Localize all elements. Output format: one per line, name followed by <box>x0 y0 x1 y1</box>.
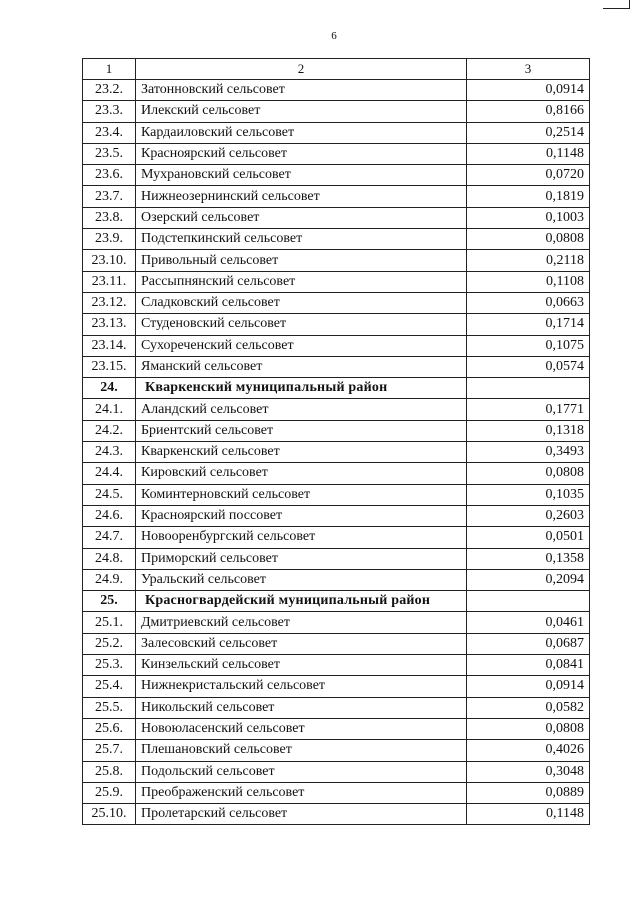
row-number-cell: 25.7. <box>83 740 136 761</box>
row-value-cell: 0,0889 <box>467 782 590 803</box>
row-value-cell: 0,2603 <box>467 505 590 526</box>
row-value-cell: 0,0914 <box>467 676 590 697</box>
row-name-cell: Илекский сельсовет <box>136 101 467 122</box>
row-name-cell: Красноярский поссовет <box>136 505 467 526</box>
row-number-cell: 25.10. <box>83 804 136 825</box>
row-value-cell: 0,1035 <box>467 484 590 505</box>
row-name-cell: Уральский сельсовет <box>136 569 467 590</box>
header-cell-name: 2 <box>136 59 467 80</box>
row-number-cell: 25.6. <box>83 718 136 739</box>
district-row <box>83 378 590 399</box>
table-row <box>83 697 590 718</box>
row-number-cell: 25.9. <box>83 782 136 803</box>
row-number-cell: 23.3. <box>83 101 136 122</box>
page-number: 6 <box>331 30 337 42</box>
row-value-cell: 0,1075 <box>467 335 590 356</box>
row-value-cell: 0,3048 <box>467 761 590 782</box>
row-value-cell: 0,1148 <box>467 143 590 164</box>
row-value-cell: 0,2514 <box>467 122 590 143</box>
row-value-cell: 0,0687 <box>467 633 590 654</box>
row-value-cell: 0,0461 <box>467 612 590 633</box>
row-number-cell: 23.12. <box>83 292 136 313</box>
row-number-cell: 23.5. <box>83 143 136 164</box>
row-value-cell: 0,0501 <box>467 527 590 548</box>
row-name-cell: Кировский сельсовет <box>136 463 467 484</box>
row-value-cell: 0,1318 <box>467 420 590 441</box>
data-table <box>82 58 590 825</box>
row-name-cell: Кваркенский муниципальный район <box>136 378 467 399</box>
table-row <box>83 335 590 356</box>
table-row <box>83 420 590 441</box>
row-number-cell: 24.8. <box>83 548 136 569</box>
row-name-cell: Студеновский сельсовет <box>136 314 467 335</box>
row-value-cell: 0,0808 <box>467 718 590 739</box>
row-value-cell: 0,1003 <box>467 207 590 228</box>
row-name-cell: Новооренбургский сельсовет <box>136 527 467 548</box>
row-number-cell: 25.3. <box>83 655 136 676</box>
table-row <box>83 207 590 228</box>
row-name-cell: Новоюласенский сельсовет <box>136 718 467 739</box>
corner-mark <box>603 0 630 9</box>
row-name-cell: Красногвардейский муниципальный район <box>136 591 467 612</box>
table-row <box>83 484 590 505</box>
table-row <box>83 548 590 569</box>
table-row <box>83 442 590 463</box>
row-number-cell: 24.9. <box>83 569 136 590</box>
row-name-cell: Красноярский сельсовет <box>136 143 467 164</box>
row-number-cell: 24. <box>83 378 136 399</box>
table-row <box>83 356 590 377</box>
row-number-cell: 23.6. <box>83 165 136 186</box>
row-value-cell: 0,1148 <box>467 804 590 825</box>
row-value-cell: 0,4026 <box>467 740 590 761</box>
table-row <box>83 569 590 590</box>
row-value-cell: 0,2118 <box>467 250 590 271</box>
table-row <box>83 399 590 420</box>
table-row <box>83 740 590 761</box>
table-row <box>83 292 590 313</box>
row-name-cell: Аландский сельсовет <box>136 399 467 420</box>
row-value-cell: 0,2094 <box>467 569 590 590</box>
row-number-cell: 24.6. <box>83 505 136 526</box>
row-number-cell: 23.8. <box>83 207 136 228</box>
table-row <box>83 718 590 739</box>
table-body <box>83 59 590 825</box>
table-row <box>83 229 590 250</box>
row-number-cell: 23.9. <box>83 229 136 250</box>
district-row <box>83 591 590 612</box>
row-name-cell: Затонновский сельсовет <box>136 80 467 101</box>
row-number-cell: 24.3. <box>83 442 136 463</box>
table-row <box>83 655 590 676</box>
row-value-cell <box>467 378 590 399</box>
row-number-cell: 24.5. <box>83 484 136 505</box>
row-name-cell: Кардаиловский сельсовет <box>136 122 467 143</box>
table-row <box>83 186 590 207</box>
table-row <box>83 633 590 654</box>
table-row <box>83 761 590 782</box>
row-name-cell: Дмитриевский сельсовет <box>136 612 467 633</box>
header-row <box>83 59 590 80</box>
row-name-cell: Нижнекристальский сельсовет <box>136 676 467 697</box>
row-name-cell: Кинзельский сельсовет <box>136 655 467 676</box>
row-name-cell: Плешановский сельсовет <box>136 740 467 761</box>
header-cell-number: 1 <box>83 59 136 80</box>
table-row <box>83 505 590 526</box>
table-row <box>83 250 590 271</box>
row-value-cell: 0,0808 <box>467 463 590 484</box>
row-number-cell: 24.4. <box>83 463 136 484</box>
row-number-cell: 25.8. <box>83 761 136 782</box>
row-name-cell: Приморский сельсовет <box>136 548 467 569</box>
row-number-cell: 23.7. <box>83 186 136 207</box>
table-row <box>83 165 590 186</box>
row-name-cell: Кваркенский сельсовет <box>136 442 467 463</box>
row-name-cell: Нижнеозернинский сельсовет <box>136 186 467 207</box>
row-name-cell: Подольский сельсовет <box>136 761 467 782</box>
row-name-cell: Яманский сельсовет <box>136 356 467 377</box>
table-row <box>83 143 590 164</box>
row-number-cell: 25.4. <box>83 676 136 697</box>
row-name-cell: Преображенский сельсовет <box>136 782 467 803</box>
table-row <box>83 80 590 101</box>
row-number-cell: 23.11. <box>83 271 136 292</box>
row-name-cell: Сладковский сельсовет <box>136 292 467 313</box>
row-value-cell: 0,1714 <box>467 314 590 335</box>
row-number-cell: 25. <box>83 591 136 612</box>
row-name-cell: Коминтерновский сельсовет <box>136 484 467 505</box>
row-name-cell: Никольский сельсовет <box>136 697 467 718</box>
table-row <box>83 612 590 633</box>
row-value-cell: 0,1771 <box>467 399 590 420</box>
row-value-cell: 0,0720 <box>467 165 590 186</box>
table-row <box>83 804 590 825</box>
row-value-cell: 0,0663 <box>467 292 590 313</box>
row-name-cell: Бриентский сельсовет <box>136 420 467 441</box>
row-value-cell: 0,0582 <box>467 697 590 718</box>
row-number-cell: 24.7. <box>83 527 136 548</box>
row-number-cell: 23.14. <box>83 335 136 356</box>
row-name-cell: Сухореченский сельсовет <box>136 335 467 356</box>
row-value-cell: 0,8166 <box>467 101 590 122</box>
table-row <box>83 463 590 484</box>
row-value-cell: 0,0841 <box>467 655 590 676</box>
row-name-cell: Рассыпнянский сельсовет <box>136 271 467 292</box>
row-value-cell: 0,3493 <box>467 442 590 463</box>
row-number-cell: 24.1. <box>83 399 136 420</box>
table-row <box>83 782 590 803</box>
row-name-cell: Залесовский сельсовет <box>136 633 467 654</box>
table-row <box>83 271 590 292</box>
row-number-cell: 25.1. <box>83 612 136 633</box>
row-number-cell: 23.2. <box>83 80 136 101</box>
row-name-cell: Пролетарский сельсовет <box>136 804 467 825</box>
row-name-cell: Привольный сельсовет <box>136 250 467 271</box>
row-value-cell: 0,0808 <box>467 229 590 250</box>
row-value-cell <box>467 591 590 612</box>
row-value-cell: 0,0574 <box>467 356 590 377</box>
row-number-cell: 23.10. <box>83 250 136 271</box>
row-number-cell: 24.2. <box>83 420 136 441</box>
row-value-cell: 0,1108 <box>467 271 590 292</box>
row-value-cell: 0,1358 <box>467 548 590 569</box>
row-number-cell: 23.15. <box>83 356 136 377</box>
row-number-cell: 23.4. <box>83 122 136 143</box>
header-cell-value: 3 <box>467 59 590 80</box>
row-number-cell: 25.5. <box>83 697 136 718</box>
row-name-cell: Подстепкинский сельсовет <box>136 229 467 250</box>
row-number-cell: 25.2. <box>83 633 136 654</box>
table-row <box>83 676 590 697</box>
table-row <box>83 527 590 548</box>
row-name-cell: Озерский сельсовет <box>136 207 467 228</box>
table-row <box>83 101 590 122</box>
table-row <box>83 314 590 335</box>
row-value-cell: 0,1819 <box>467 186 590 207</box>
row-name-cell: Мухрановский сельсовет <box>136 165 467 186</box>
row-value-cell: 0,0914 <box>467 80 590 101</box>
table-row <box>83 122 590 143</box>
row-number-cell: 23.13. <box>83 314 136 335</box>
